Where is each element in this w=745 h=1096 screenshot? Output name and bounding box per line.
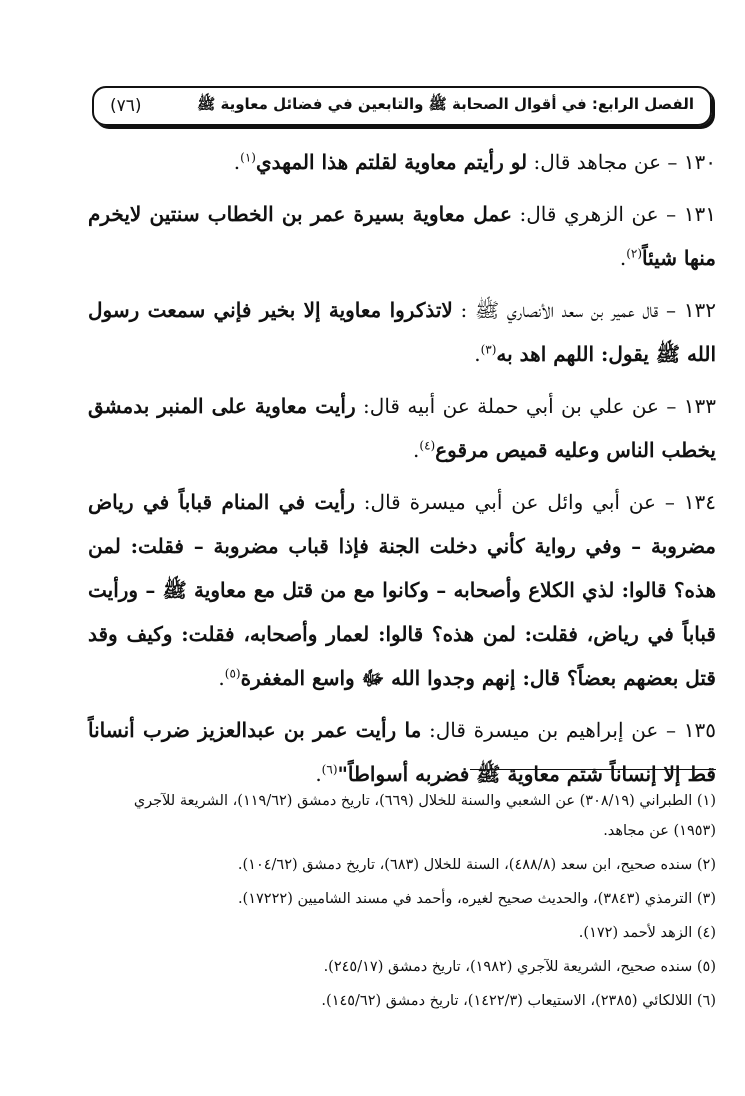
paragraph-133: [88, 384, 716, 472]
running-header: [92, 86, 712, 126]
narration-chain: – عن مجاهد قال:: [527, 150, 684, 174]
chapter-title: الفصل الرابع: في أقوال الصحابة ﷺ والتابعين في فضائل معاوية ﷺ: [197, 95, 694, 113]
footnote-1: (١) الطبراني (٣٠٨/١٩) عن الشعبي والسنة للخلال (٦٦٩)، تاريخ دمشق (١١٩/٦٢)، الشريعة للآجري (١٩٥٣) عن مجاهد.: [133, 793, 716, 839]
page-number: (٧٦): [110, 96, 142, 116]
period: .: [315, 762, 322, 786]
period: .: [218, 666, 225, 690]
footnotes: [88, 786, 716, 1020]
footnote-ref[interactable]: (٤): [419, 438, 436, 453]
narration-chain: – عن إبراهيم بن ميسرة قال:: [421, 718, 684, 742]
item-number: ١٣٠: [683, 150, 716, 174]
quoted-text: عمل معاوية بسيرة عمر بن الخطاب سنتين لايخرم منها شيئاً: [88, 202, 716, 270]
footnote-ref[interactable]: (١): [240, 150, 256, 165]
footnote-separator: [470, 769, 716, 770]
paragraph-131: [88, 192, 716, 280]
footnote-ref[interactable]: (٥): [224, 666, 241, 681]
footnote-5: (٥) سنده صحيح، الشريعة للآجري (١٩٨٢)، تاريخ دمشق (٢٤٥/١٧).: [323, 959, 716, 975]
item-number: ١٣٥: [683, 718, 716, 742]
quoted-text: رأيت في المنام قباباً في رياض مضروبة – وفي رواية كأني دخلت الجنة فإذا قباب مضروبة – فقلت: لمن هذه؟ قالوا: لذي الكلاع وأصحابه – وكانوا مع من قتل مع معاوية ﷺ – ورأيت قباباً في رياض، فقلت: لمن هذه؟ قالوا: لعمار وأصحابه، فقلت: وكيف وقد قتل بعضهم بعضاً؟ قال: إنهم وجدوا الله ﷻ واسع المغفرة: [88, 490, 716, 690]
period: .: [233, 150, 241, 174]
quoted-text: رأيت معاوية على المنبر بدمشق يخطب الناس وعليه قميص مرقوع: [88, 394, 716, 462]
footnote-ref[interactable]: (٦): [321, 762, 338, 777]
quoted-text: لو رأيتم معاوية لقلتم هذا المهدي: [255, 150, 528, 174]
footnote-2: (٢) سنده صحيح، ابن سعد (٤٨٨/٨)، السنة للخلال (٦٨٣)، تاريخ دمشق (١٠٤/٦٢).: [237, 857, 716, 873]
paragraph-130: [88, 140, 716, 184]
period: .: [474, 342, 481, 366]
narration-chain: – عن علي بن أبي حملة عن أبيه قال:: [355, 394, 684, 418]
item-number: ١٣٢: [683, 298, 716, 322]
footnote-6: (٦) اللالكائي (٢٣٨٥)، الاستيعاب (١٤٢٢/٣)، تاريخ دمشق (١٤٥/٦٢).: [321, 993, 716, 1009]
footnote-ref[interactable]: (٣): [480, 342, 497, 357]
narration-chain: – عن الزهري قال:: [511, 202, 684, 226]
footnote-3: (٣) الترمذي (٣٨٤٣)، والحديث صحيح لغيره، وأحمد في مسند الشاميين (١٧٢٢٢).: [237, 891, 716, 907]
item-number: ١٣١: [683, 202, 716, 226]
paragraph-134: [88, 480, 716, 700]
narration-chain: – عن أبي وائل عن أبي ميسرة قال:: [354, 490, 684, 514]
narration-chain: – قال عمير بن سعد الأنصاري ﷺ :: [452, 298, 684, 322]
quoted-text: ما رأيت عمر بن عبدالعزيز ضرب أنساناً قط إلا إنساناً شتم معاوية ﷺ فضربه أسواطاً": [88, 718, 716, 786]
paragraph-135: [88, 708, 716, 796]
item-number: ١٣٣: [683, 394, 716, 418]
main-text: [88, 140, 716, 804]
quoted-text: لاتذكروا معاوية إلا بخير فإني سمعت رسول الله ﷺ يقول: اللهم اهد به: [88, 298, 716, 366]
footnote-ref[interactable]: (٢): [626, 246, 643, 261]
period: .: [619, 246, 627, 270]
footnote-4: (٤) الزهد لأحمد (١٧٢).: [578, 925, 716, 941]
item-number: ١٣٤: [683, 490, 716, 514]
paragraph-132: [88, 288, 716, 376]
period: .: [413, 438, 420, 462]
